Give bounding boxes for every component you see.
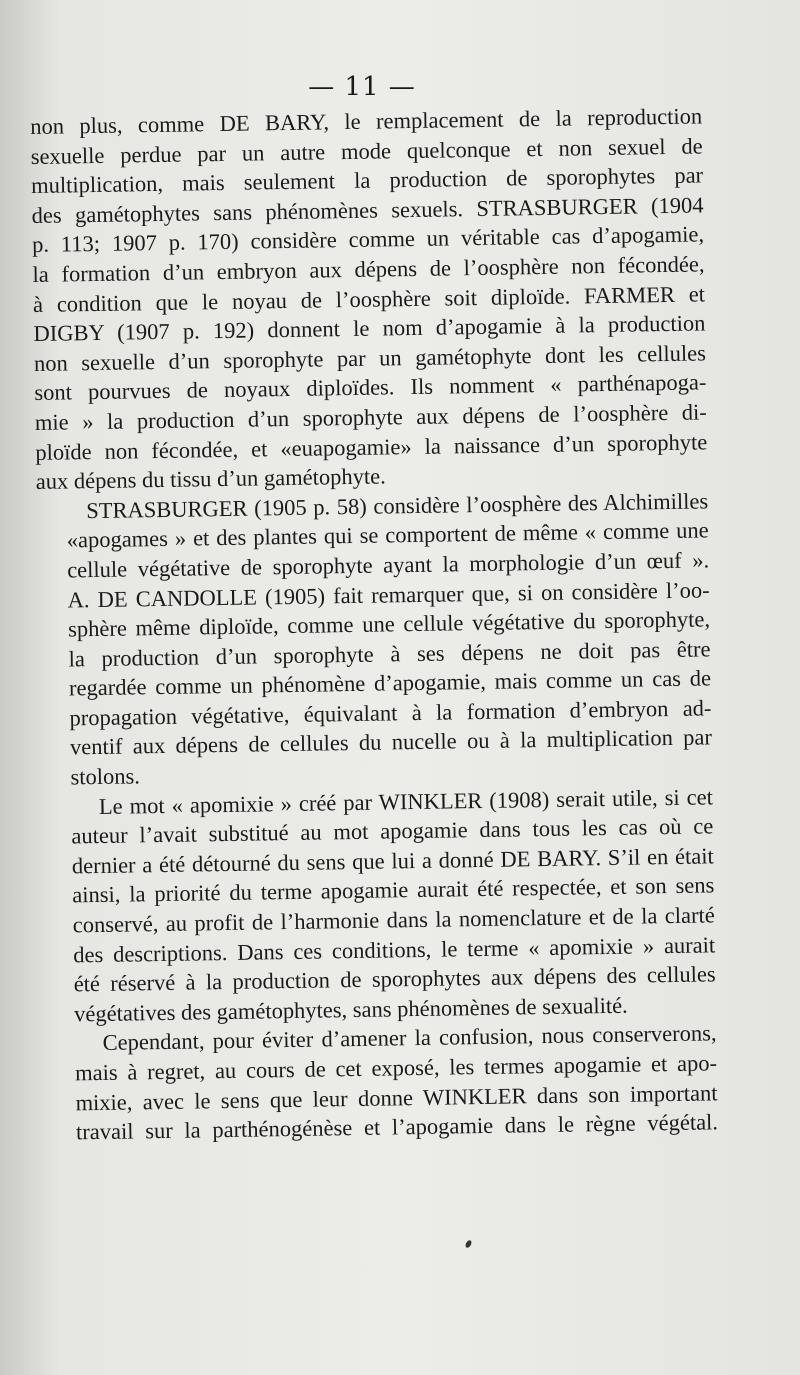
- body-text: [30, 101, 718, 1147]
- text-line: mais à regret, au cours de cet exposé, les termes apogamie et apo-: [74, 1050, 718, 1086]
- text-line: non plus, comme DE BARY, le remplacement de la reproduction: [30, 103, 703, 139]
- text-line: auteur l’avait substitué au mot apogamie dans tous les cas où ce: [71, 813, 714, 849]
- text-line: «apogames » et des plantes qui se comportent de même « comme une: [66, 517, 709, 553]
- text-line: multiplication, mais seulement la production de sporophytes par: [30, 162, 704, 199]
- text-line: été réservé à la production de sporophytes aux dépens des cellules: [73, 961, 716, 997]
- text-line: sexuelle perdue par un autre mode quelconque et non sexuel de: [30, 133, 703, 169]
- text-line: p. 113; 1907 p. 170) considère comme un véritable cas d’apogamie,: [31, 221, 705, 258]
- text-line: non sexuelle d’un sporophyte par un gamétophyte dont les cellules: [33, 340, 707, 376]
- paragraph-4: [44, 1019, 718, 1148]
- text-line: des gamétophytes sans phénomènes sexuels. STRASBURGER (1904: [31, 192, 704, 228]
- text-line: STRASBURGER (1905 p. 58) considère l’oosphère des Alchimilles: [86, 488, 709, 523]
- text-line: cellule végétative de sporophyte ayant la morphologie d’un œuf ».: [67, 547, 710, 583]
- text-line: mixie, avec le sens que leur donne WINKLER dans son important: [75, 1079, 718, 1115]
- text-line: dernier a été détourné du sens que lui a donné DE BARY. S’il en était: [71, 843, 714, 879]
- text-line: travail sur la parthénogénèse et l’apogamie dans le règne végétal.: [75, 1109, 719, 1145]
- text-line: Cependant, pour éviter d’amener la confusion, nous conserverons,: [102, 1020, 717, 1056]
- text-line: mie » la production d’un sporophyte aux dépens de l’oosphère di-: [34, 399, 707, 435]
- text-line: ainsi, la priorité du terme apogamie aurait été respectée, et son sens: [72, 872, 715, 908]
- text-line: végétatives des gamétophytes, sans phénomènes de sexualité.: [73, 992, 628, 1027]
- paragraph-1: [30, 101, 708, 496]
- text-line: des descriptions. Dans ces conditions, le terme « apomixie » aurait: [73, 931, 716, 968]
- text-line: la formation d’un embryon aux dépens de l’oosphère non fécondée,: [32, 251, 705, 287]
- text-line: la production d’un sporophyte à ses dépens ne doit pas être: [68, 636, 711, 672]
- text-line: stolons.: [70, 763, 141, 790]
- text-line: aux dépens du tissu d’un gamétophyte.: [35, 463, 386, 495]
- paragraph-2: [36, 486, 713, 792]
- text-line: sphère même diploïde, comme une cellule végétative du sporophyte,: [67, 606, 711, 642]
- page-number: — 11 —: [308, 72, 416, 102]
- text-line: conservé, au profit de l’harmonie dans la nomenclature et de la clarté: [72, 902, 715, 938]
- text-line: sont pourvues de noyaux diploïdes. Ils nomment « parthénapoga-: [34, 369, 707, 406]
- text-line: DIGBY (1907 p. 192) donnent le nom d’apogamie à la production: [33, 310, 706, 347]
- text-line: propagation végétative, équivalant à la formation d’embryon ad-: [69, 695, 712, 731]
- text-line: ploïde non fécondée, et «euapogamie» la naissance d’un sporophyte: [35, 428, 708, 465]
- text-line: à condition que le noyau de l’oosphère soit diploïde. FARMER et: [32, 280, 706, 317]
- text-line: regardée comme un phénomène d’apogamie, mais comme un cas de: [68, 665, 712, 701]
- text-line: ventif aux dépens de cellules du nucelle ou à la multiplication par: [69, 724, 713, 760]
- ink-speck: [464, 1239, 472, 1248]
- text-line: A. DE CANDOLLE (1905) fait remarquer que, si on considère l’oo-: [67, 576, 710, 612]
- text-line: Le mot « apomixie » créé par WINKLER (1908) serait utile, si cet: [98, 784, 714, 819]
- paragraph-3: [41, 782, 717, 1029]
